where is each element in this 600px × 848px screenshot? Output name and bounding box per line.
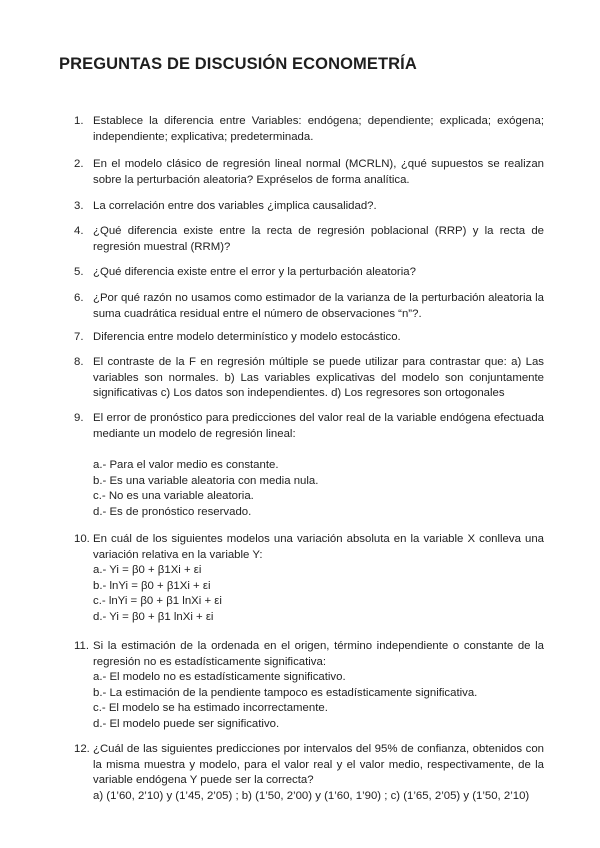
question-number: 4. xyxy=(74,225,84,237)
question-text: ¿Por qué razón no usamos como estimador de la varianza de la perturbación aleatoria la suma cuadrática residual entre el número de observaciones “n”?. xyxy=(93,292,544,320)
question-text: Establece la diferencia entre Variables: endógena; dependiente; explicada; exógena; independiente; explicativa; predeterminada. xyxy=(93,115,544,143)
option-intervals: a) (1’60, 2’10) y (1’45, 2’05) ; b) (1’50, 2’00) y (1’60, 1’90) ; c) (1’65, 2’05) y (1’50, 2’10) xyxy=(93,789,530,802)
question-text: En el modelo clásico de regresión lineal normal (MCRLN), ¿qué supuestos se realizan sobre la perturbación aleatoria? Expréselos de forma analítica. xyxy=(93,158,544,186)
question-text: Diferencia entre modelo determinístico y modelo estocástico. xyxy=(93,331,401,343)
question-8 xyxy=(74,355,544,402)
option-c: c.- No es una variable aleatoria. xyxy=(93,490,254,503)
option-d: d.- Yi = β0 + β1 lnXi + εi xyxy=(93,610,214,623)
question-number: 7. xyxy=(74,331,84,343)
option-b: b.- lnYi = β0 + β1Xi + εi xyxy=(93,579,211,592)
question-10 xyxy=(74,532,544,626)
question-4 xyxy=(74,224,544,255)
option-d: d.- El modelo puede ser significativo. xyxy=(93,717,280,730)
option-b: b.- La estimación de la pendiente tampoco es estadísticamente significativa. xyxy=(93,686,478,699)
question-number: 9. xyxy=(74,412,84,424)
question-12 xyxy=(74,742,544,804)
question-text: El error de pronóstico para predicciones del valor real de la variable endógena efectuada mediante un modelo de regresión lineal: xyxy=(93,412,544,440)
question-3 xyxy=(74,199,544,215)
option-a: a.- Para el valor medio es constante. xyxy=(93,459,279,472)
question-text: La correlación entre dos variables ¿implica causalidad?. xyxy=(93,200,377,212)
option-c: c.- El modelo se ha estimado incorrectamente. xyxy=(93,702,328,715)
question-6 xyxy=(74,291,544,322)
question-number: 6. xyxy=(74,292,84,304)
option-b: b.- Es una variable aleatoria con media nula. xyxy=(93,474,319,487)
question-9 xyxy=(74,411,544,521)
question-number: 12. xyxy=(74,743,90,755)
question-number: 1. xyxy=(74,115,84,127)
question-number: 5. xyxy=(74,266,84,278)
question-number: 11. xyxy=(74,640,89,652)
question-number: 8. xyxy=(74,356,84,368)
question-number: 3. xyxy=(74,200,84,212)
option-c: c.- lnYi = β0 + β1 lnXi + εi xyxy=(93,595,222,608)
question-1 xyxy=(74,114,544,145)
page-title: PREGUNTAS DE DISCUSIÓN ECONOMETRÍA xyxy=(59,55,417,73)
option-a: a.- El modelo no es estadísticamente significativo. xyxy=(93,671,346,684)
question-text: En cuál de los siguientes modelos una variación absoluta en la variable X conlleva una variación relativa en la variable Y: xyxy=(93,533,544,561)
question-5 xyxy=(74,265,544,281)
question-11 xyxy=(74,639,544,733)
question-text: Si la estimación de la ordenada en el origen, término independiente o constante de la regresión no es estadísticamente significativa: xyxy=(93,640,544,668)
question-2 xyxy=(74,157,544,188)
question-7 xyxy=(74,330,544,346)
option-a: a.- Yi = β0 + β1Xi + εi xyxy=(93,564,202,577)
question-number: 2. xyxy=(74,158,84,170)
question-number: 10. xyxy=(74,533,90,545)
question-text: El contraste de la F en regresión múltiple se puede utilizar para contrastar que: a) Las variables son normales. b) Las variables explicativas del modelo son conjuntamente significativas c) Los datos son independientes. d) Los regresores son ortogonales xyxy=(93,356,544,400)
question-text: ¿Cuál de las siguientes predicciones por intervalos del 95% de confianza, obtenidos con la misma muestra y modelo, para el valor real y el valor medio, respectivamente, de la variable endógena Y puede ser la correcta? xyxy=(93,743,544,787)
option-d: d.- Es de pronóstico reservado. xyxy=(93,505,252,518)
question-text: ¿Qué diferencia existe entre el error y la perturbación aleatoria? xyxy=(93,266,416,278)
question-text: ¿Qué diferencia existe entre la recta de regresión poblacional (RRP) y la recta de regresión muestral (RRM)? xyxy=(93,225,544,253)
